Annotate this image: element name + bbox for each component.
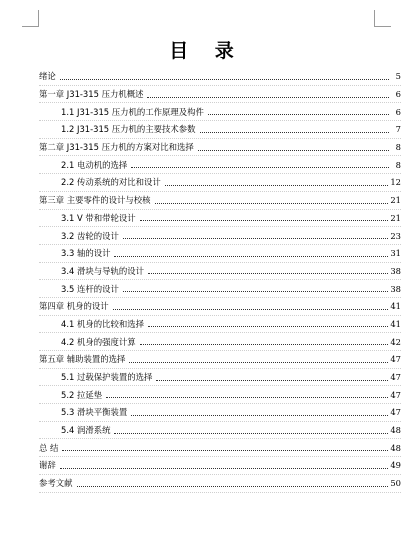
toc-entry[interactable]: [39, 139, 401, 157]
toc-entry-page-number: 31: [390, 248, 401, 259]
dot-leader: [106, 397, 388, 398]
toc-entry-label: 第五章 辅助装置的选择: [39, 354, 126, 365]
dot-leader: [131, 415, 388, 416]
dot-leader: [60, 79, 389, 80]
toc-entry-label: 参考文献: [39, 478, 73, 489]
dot-leader: [131, 167, 389, 168]
toc-entry-label: 2.2 传动系统的对比和设计: [61, 177, 161, 188]
page-corner-mark-top-left: [22, 10, 39, 27]
toc-entry[interactable]: [39, 103, 401, 121]
toc-entry[interactable]: [39, 227, 401, 245]
toc-entry-label: 2.1 电动机的选择: [61, 159, 128, 170]
dot-leader: [114, 433, 388, 434]
toc-entry-label: 3.4 滑块与导轨的设计: [61, 265, 144, 276]
toc-entry-label: 1.2 J31-315 压力机的主要技术参数: [61, 124, 196, 135]
toc-entry-page-number: 50: [390, 478, 401, 489]
toc-entry-page-number: 8: [395, 159, 401, 170]
toc-entry[interactable]: [39, 280, 401, 298]
table-of-contents: [39, 68, 401, 493]
toc-entry-page-number: 21: [390, 195, 401, 206]
toc-entry-label: 5.4 润滑系统: [61, 425, 111, 436]
dot-leader: [147, 97, 389, 98]
toc-entry-label: 5.1 过载保护装置的选择: [61, 372, 153, 383]
toc-title: 目 录: [169, 40, 244, 62]
toc-entry-page-number: 5: [395, 71, 401, 82]
dot-leader: [123, 291, 388, 292]
toc-entry[interactable]: [39, 192, 401, 210]
toc-entry-label: 第三章 主要零件的设计与校核: [39, 195, 151, 206]
toc-entry[interactable]: [39, 68, 401, 86]
toc-entry-page-number: 38: [390, 265, 401, 276]
toc-entry[interactable]: [39, 333, 401, 351]
toc-entry[interactable]: [39, 386, 401, 404]
toc-entry-page-number: 47: [390, 407, 401, 418]
toc-entry-page-number: 23: [390, 230, 401, 241]
dot-leader: [165, 185, 389, 186]
dot-leader: [155, 203, 389, 204]
toc-entry-page-number: 42: [390, 336, 401, 347]
dot-leader: [123, 238, 388, 239]
dot-leader: [156, 380, 388, 381]
dot-leader: [200, 132, 389, 133]
dot-leader: [60, 468, 389, 469]
toc-entry-label: 第一章 J31-315 压力机概述: [39, 89, 144, 100]
dot-leader: [140, 344, 389, 345]
toc-entry-page-number: 47: [390, 354, 401, 365]
dot-leader: [62, 450, 388, 451]
toc-entry-page-number: 41: [390, 301, 401, 312]
dot-leader: [148, 326, 388, 327]
toc-entry-page-number: 12: [390, 177, 401, 188]
dot-leader: [198, 150, 389, 151]
toc-entry-page-number: 48: [390, 425, 401, 436]
toc-entry-label: 第四章 机身的设计: [39, 301, 109, 312]
toc-entry-label: 总 结: [39, 442, 59, 453]
toc-entry-label: 4.1 机身的比较和选择: [61, 318, 144, 329]
toc-entry[interactable]: [39, 298, 401, 316]
toc-entry-page-number: 41: [390, 318, 401, 329]
dot-leader: [114, 256, 388, 257]
dot-leader: [140, 220, 389, 221]
dot-leader: [208, 114, 389, 115]
toc-entry-label: 3.1 V 带和带轮设计: [61, 212, 136, 223]
toc-entry-label: 1.1 J31-315 压力机的工作原理及构件: [61, 106, 204, 117]
dot-leader: [77, 486, 389, 487]
toc-entry[interactable]: [39, 351, 401, 369]
toc-entry-page-number: 47: [390, 389, 401, 400]
toc-entry[interactable]: [39, 422, 401, 440]
toc-entry-page-number: 38: [390, 283, 401, 294]
toc-entry[interactable]: [39, 475, 401, 493]
toc-entry-label: 5.2 拉延垫: [61, 389, 103, 400]
page-corner-mark-top-right: [374, 10, 391, 27]
toc-entry-page-number: 7: [395, 124, 401, 135]
toc-entry[interactable]: [39, 457, 401, 475]
toc-entry[interactable]: [39, 263, 401, 281]
toc-entry[interactable]: [39, 86, 401, 104]
toc-entry[interactable]: [39, 439, 401, 457]
toc-entry[interactable]: [39, 316, 401, 334]
toc-entry-page-number: 6: [395, 106, 401, 117]
toc-entry-label: 5.3 滑块平衡装置: [61, 407, 128, 418]
toc-entry-label: 绪论: [39, 71, 56, 82]
toc-entry-label: 4.2 机身的强度计算: [61, 336, 136, 347]
toc-entry[interactable]: [39, 245, 401, 263]
toc-entry[interactable]: [39, 174, 401, 192]
dot-leader: [113, 309, 389, 310]
toc-entry[interactable]: [39, 210, 401, 228]
toc-entry[interactable]: [39, 404, 401, 422]
dot-leader: [148, 273, 388, 274]
toc-entry-label: 3.3 轴的设计: [61, 248, 111, 259]
toc-entry-page-number: 48: [390, 442, 401, 453]
toc-entry-page-number: 6: [395, 89, 401, 100]
toc-entry-label: 3.5 连杆的设计: [61, 283, 119, 294]
toc-entry-page-number: 21: [390, 212, 401, 223]
toc-entry-label: 第二章 J31-315 压力机的方案对比和选择: [39, 142, 194, 153]
toc-entry[interactable]: [39, 121, 401, 139]
toc-entry[interactable]: [39, 369, 401, 387]
toc-entry[interactable]: [39, 156, 401, 174]
toc-entry-page-number: 47: [390, 372, 401, 383]
dot-leader: [129, 362, 388, 363]
toc-entry-page-number: 49: [390, 460, 401, 471]
toc-entry-label: 谢辞: [39, 460, 56, 471]
toc-entry-label: 3.2 齿轮的设计: [61, 230, 119, 241]
toc-entry-page-number: 8: [395, 142, 401, 153]
